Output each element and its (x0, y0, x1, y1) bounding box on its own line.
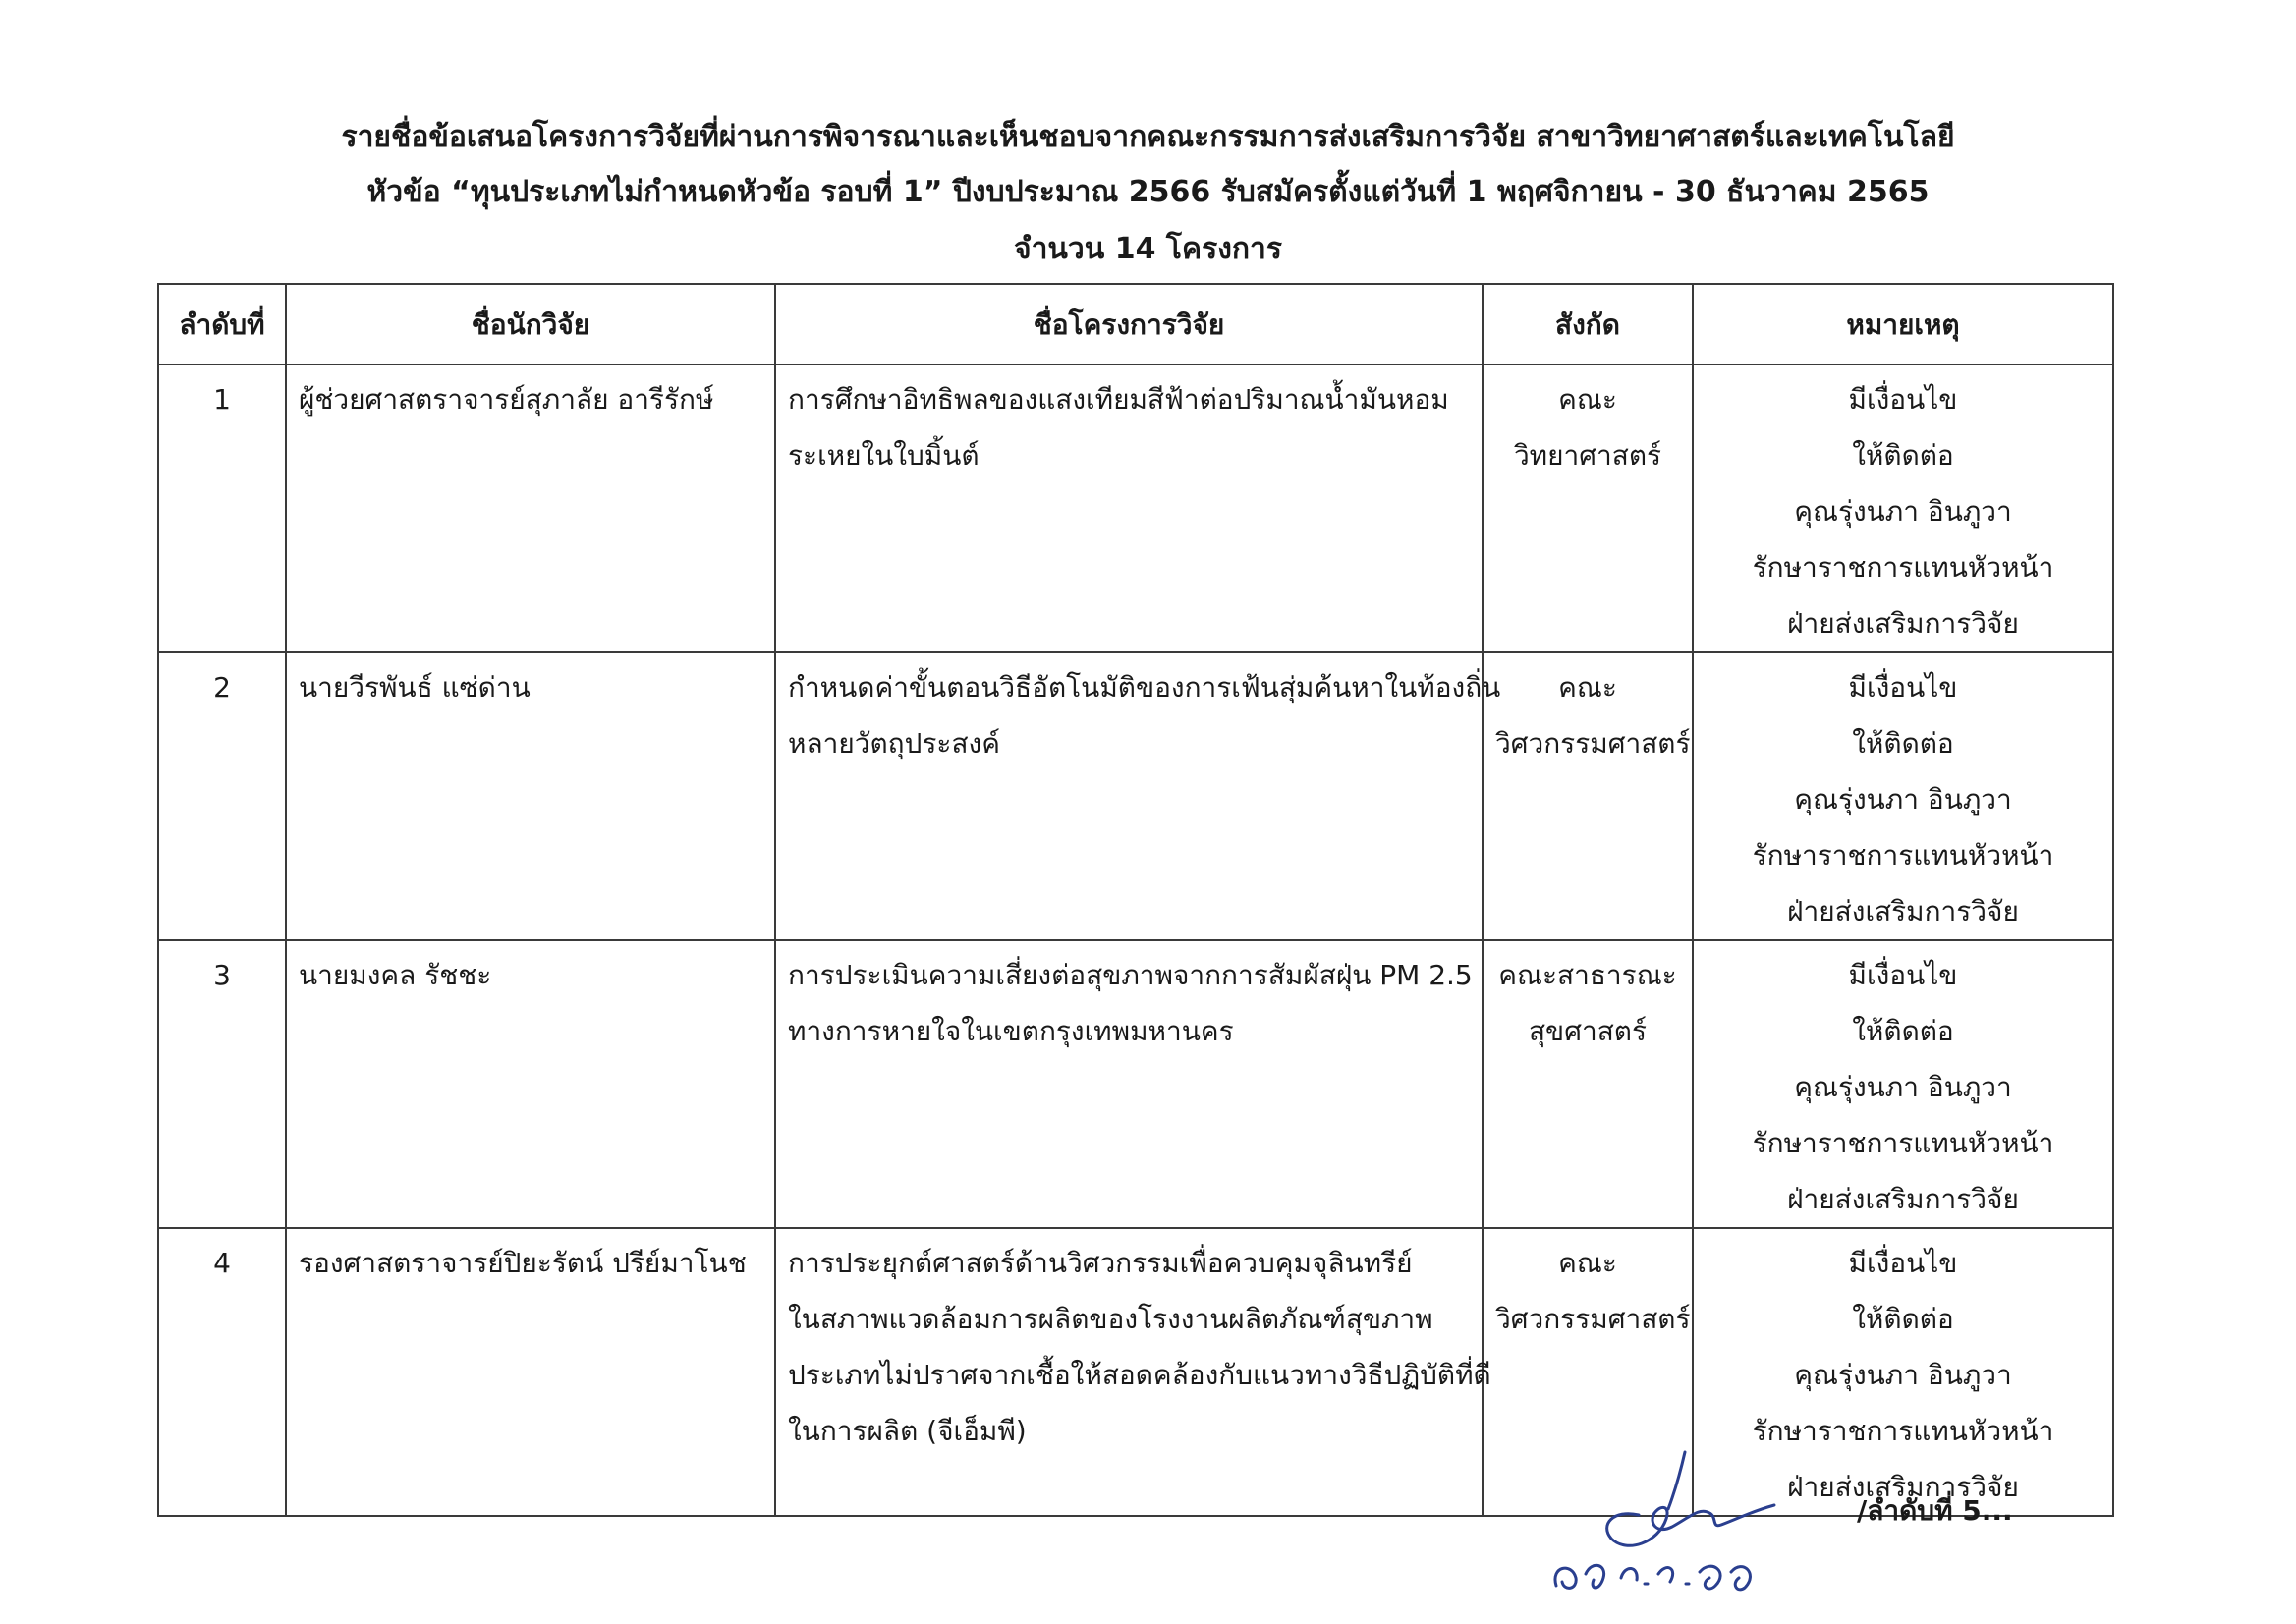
project-title (775, 364, 1483, 652)
affiliation-line: วิศวกรรมศาสตร์ (1495, 1303, 1691, 1335)
row-number: 1 (158, 364, 286, 652)
remark-line: ฝ่ายส่งเสริมการวิจัย (1787, 1471, 2019, 1503)
project-title-line: การประเมินความเสี่ยงต่อสุขภาพจากการสัมผัสฝุ่น PM 2.5 (788, 959, 1473, 991)
column-header-researcher: ชื่อนักวิจัย (286, 284, 775, 364)
column-header-note: หมายเหตุ (1693, 284, 2113, 364)
table-header-row (158, 284, 2113, 364)
project-title-line: ระเหยในใบมิ้นต์ (788, 439, 980, 472)
remark-line: รักษาราชการแทนหัวหน้า (1752, 1415, 2054, 1447)
researcher-name: รองศาสตราจารย์ปิยะรัตน์ ปรีย์มาโนช (286, 1228, 775, 1516)
affiliation (1483, 364, 1693, 652)
project-title (775, 940, 1483, 1228)
handwritten-signature (1542, 1444, 1798, 1601)
research-project-table (157, 283, 2114, 1517)
remark-line: รักษาราชการแทนหัวหน้า (1752, 839, 2054, 871)
continuation-note: /ลำดับที่ 5... (1857, 1494, 2013, 1527)
project-count: จำนวน 14 โครงการ (1014, 232, 1282, 266)
project-title-line: หลายวัตถุประสงค์ (788, 727, 1000, 759)
project-title (775, 1228, 1491, 1516)
signature-date-stroke (1555, 1565, 1750, 1590)
remark-line: ให้ติดต่อ (1852, 1015, 1954, 1047)
remark (1693, 940, 2113, 1228)
row-number: 4 (158, 1228, 286, 1516)
project-title (775, 652, 1501, 940)
remark-line: มีเงื่อนไข (1848, 383, 1958, 416)
document-title-line-1: รายชื่อข้อเสนอโครงการวิจัยที่ผ่านการพิจารณาและเห็นชอบจากคณะกรรมการส่งเสริมการวิจัย สาขาวิทยาศาสตร์และเทคโนโลยี (341, 120, 1955, 154)
column-header-affiliation: สังกัด (1483, 284, 1693, 364)
researcher-name: ผู้ช่วยศาสตราจารย์สุภาลัย อารีรักษ์ (286, 364, 775, 652)
remark-line: ฝ่ายส่งเสริมการวิจัย (1787, 607, 2019, 640)
project-title-line: ในการผลิต (จีเอ็มพี) (788, 1415, 1027, 1447)
remark-line: รักษาราชการแทนหัวหน้า (1752, 551, 2054, 584)
affiliation-line: คณะ (1558, 671, 1617, 703)
table-row (158, 364, 2113, 652)
affiliation-line: วิศวกรรมศาสตร์ (1495, 727, 1691, 759)
table-row (158, 1228, 2113, 1516)
remark (1693, 652, 2113, 940)
remark-line: มีเงื่อนไข (1848, 1247, 1958, 1279)
project-title-line: ทางการหายใจในเขตกรุงเทพมหานคร (788, 1015, 1234, 1047)
row-number: 2 (158, 652, 286, 940)
remark (1693, 364, 2113, 652)
remark-line: ให้ติดต่อ (1852, 727, 1954, 759)
remark-line: มีเงื่อนไข (1848, 671, 1958, 703)
researcher-name: นายมงคล รัชชะ (286, 940, 775, 1228)
remark-line: ให้ติดต่อ (1852, 439, 1954, 472)
affiliation-line: คณะ (1558, 1247, 1617, 1279)
project-title-line: กำหนดค่าขั้นตอนวิธีอัตโนมัติของการเฟ้นสุ่มค้นหาในท้องถิ่น (788, 671, 1501, 703)
project-title-line: การประยุกต์ศาสตร์ด้านวิศวกรรมเพื่อควบคุมจุลินทรีย์ (788, 1247, 1413, 1279)
affiliation (1483, 940, 1693, 1228)
column-header-order: ลำดับที่ (158, 284, 286, 364)
remark-line: คุณรุ่งนภา อินภูวา (1794, 1359, 2012, 1391)
row-number: 3 (158, 940, 286, 1228)
table-row (158, 652, 2113, 940)
column-header-project: ชื่อโครงการวิจัย (775, 284, 1483, 364)
project-title-line: ประเภทไม่ปราศจากเชื้อให้สอดคล้องกับแนวทางวิธีปฏิบัติที่ดี (788, 1359, 1491, 1391)
remark-line: ฝ่ายส่งเสริมการวิจัย (1787, 895, 2019, 927)
affiliation-line: วิทยาศาสตร์ (1513, 439, 1662, 472)
remark-line: คุณรุ่งนภา อินภูวา (1794, 783, 2012, 815)
affiliation-line: สุขศาสตร์ (1528, 1015, 1648, 1047)
researcher-name: นายวีรพันธ์ แซ่ด่าน (286, 652, 775, 940)
project-title-line: ในสภาพแวดล้อมการผลิตของโรงงานผลิตภัณฑ์สุขภาพ (788, 1303, 1433, 1335)
affiliation (1483, 652, 1693, 940)
remark-line: คุณรุ่งนภา อินภูวา (1794, 495, 2012, 528)
project-title-line: การศึกษาอิทธิพลของแสงเทียมสีฟ้าต่อปริมาณน้ำมันหอม (788, 383, 1449, 416)
affiliation-line: คณะสาธารณะ (1498, 959, 1677, 991)
signature-stroke (1668, 1452, 1685, 1509)
document-title-line-2: หัวข้อ “ทุนประเภทไม่กำหนดหัวข้อ รอบที่ 1” ปีงบประมาณ 2566 รับสมัครตั้งแต่วันที่ 1 พฤศจิกายน - 30 ธันวาคม 2565 (366, 175, 1930, 209)
affiliation-line: คณะ (1558, 383, 1617, 416)
signature-stroke (1607, 1505, 1774, 1545)
remark-line: ฝ่ายส่งเสริมการวิจัย (1787, 1183, 2019, 1215)
remark-line: มีเงื่อนไข (1848, 959, 1958, 991)
table-row (158, 940, 2113, 1228)
remark-line: คุณรุ่งนภา อินภูวา (1794, 1071, 2012, 1103)
remark-line: รักษาราชการแทนหัวหน้า (1752, 1127, 2054, 1159)
remark-line: ให้ติดต่อ (1852, 1303, 1954, 1335)
